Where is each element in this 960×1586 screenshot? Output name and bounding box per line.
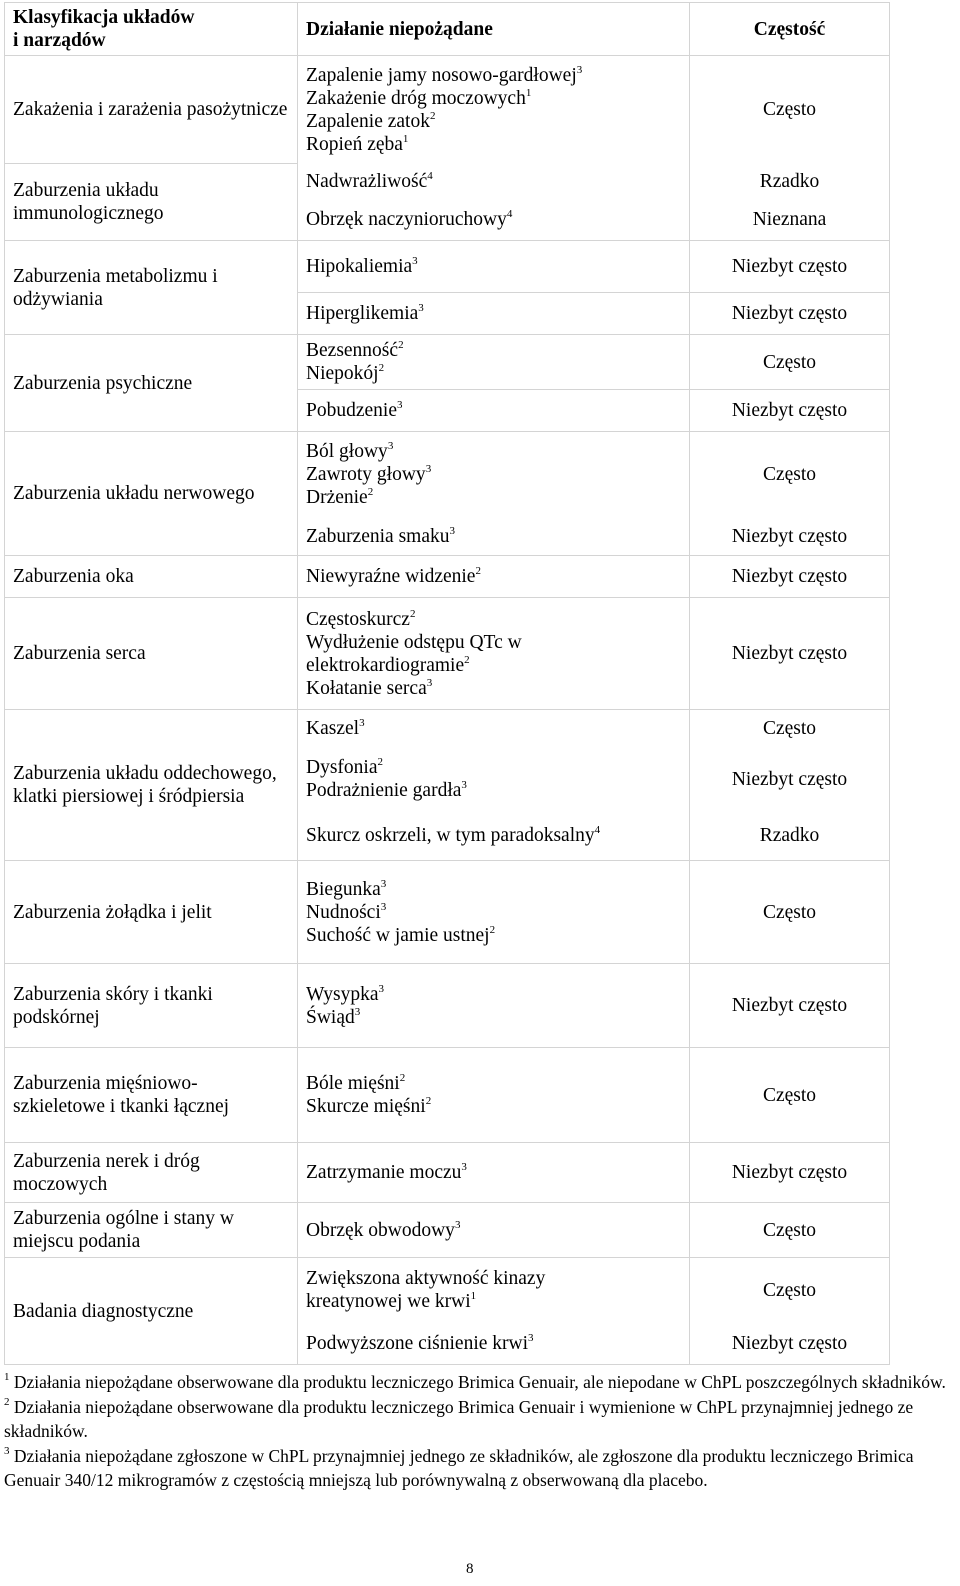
organ-class-cell: Zakażenia i zarażenia pasożytnicze bbox=[5, 56, 298, 164]
table-row bbox=[5, 241, 890, 293]
table-row bbox=[5, 432, 890, 518]
adverse-reaction-cell: Ból głowy$^3$ Zawroty głowy$^3$ Drżenie$^2$ bbox=[298, 432, 690, 518]
table-row bbox=[5, 1143, 890, 1203]
table-row bbox=[5, 164, 890, 199]
adverse-reaction-cell: Skurcz oskrzeli, w tym paradoksalny$^4$ bbox=[298, 811, 690, 861]
header-organ-class: Klasyfikacja układów i narządów bbox=[5, 3, 298, 56]
frequency-cell: Często bbox=[690, 432, 890, 518]
adverse-reaction-cell: Podwyższone ciśnienie krwi$^3$ bbox=[298, 1323, 690, 1365]
organ-class-cell: Zaburzenia mięśniowo-szkieletowe i tkanki łącznej bbox=[5, 1048, 298, 1143]
table-row bbox=[5, 598, 890, 710]
frequency-cell: Często bbox=[690, 861, 890, 964]
organ-class-cell: Zaburzenia psychiczne bbox=[5, 335, 298, 432]
footnote-3: $^3$ Działania niepożądane zgłoszone w ChPL przynajmniej jednego ze składników, ale zgłoszone dla produktu leczniczego Brimica Genuair 340/12 mikrogramów z częstością mniejszą lub porównywalną z obserwowaną dla placebo. bbox=[4, 1444, 914, 1490]
adverse-reaction-cell: Zaburzenia smaku$^3$ bbox=[298, 518, 690, 556]
organ-class-cell: Zaburzenia nerek i dróg moczowych bbox=[5, 1143, 298, 1203]
table-row bbox=[5, 1203, 890, 1258]
organ-class-cell: Zaburzenia ogólne i stany w miejscu podania bbox=[5, 1203, 298, 1258]
adverse-reaction-cell: Wysypka$^3$ Świąd$^3$ bbox=[298, 964, 690, 1048]
adverse-reaction-cell: Obrzęk naczynioruchowy$^4$ bbox=[298, 199, 690, 241]
page-number: 8 bbox=[466, 1561, 474, 1577]
header-frequency: Częstość bbox=[753, 18, 826, 40]
adverse-reactions-table bbox=[4, 2, 890, 1365]
organ-class-cell: Zaburzenia oka bbox=[5, 556, 298, 598]
adverse-reaction-cell: Hipokaliemia$^3$ bbox=[298, 241, 690, 293]
footnote-1: $^1$ Działania niepożądane obserwowane dla produktu leczniczego Brimica Genuair, ale niepodane w ChPL poszczególnych składników. bbox=[4, 1371, 946, 1392]
adverse-reaction-cell: Zwiększona aktywność kinazy kreatynowej we krwi$^1$ bbox=[298, 1258, 690, 1323]
adverse-reaction-cell: Częstoskurcz$^2$ Wydłużenie odstępu QTc w elektrokardiogramie$^2$ Kołatanie serca$^3$ bbox=[298, 598, 690, 710]
table-row bbox=[5, 1258, 890, 1323]
table-row bbox=[5, 556, 890, 598]
table-header-row bbox=[5, 3, 890, 56]
frequency-cell: Niezbyt często bbox=[690, 390, 890, 432]
table-row bbox=[5, 56, 890, 164]
frequency-cell: Często bbox=[690, 1258, 890, 1323]
frequency-cell: Rzadko bbox=[759, 170, 820, 192]
organ-class-cell: Badania diagnostyczne bbox=[5, 1258, 298, 1365]
organ-class-cell: Zaburzenia układu nerwowego bbox=[5, 432, 298, 556]
frequency-cell: Często bbox=[690, 335, 890, 390]
frequency-cell: Niezbyt często bbox=[690, 241, 890, 293]
table-row bbox=[5, 710, 890, 748]
organ-class-cell: Zaburzenia układu immunologicznego bbox=[5, 164, 298, 241]
adverse-reaction-cell: Zapalenie jamy nosowo-gardłowej$^3$ Zakażenie dróg moczowych$^1$ Zapalenie zatok$^2$ Ropień zęba$^1$ bbox=[298, 56, 690, 164]
table-row bbox=[5, 1048, 890, 1143]
footnote-2: $^2$ Działania niepożądane obserwowane dla produktu leczniczego Brimica Genuair i wymienione w ChPL przynajmniej jednego ze składników. bbox=[4, 1395, 914, 1441]
adverse-reaction-cell: Bezsenność$^2$ Niepokój$^2$ bbox=[298, 335, 690, 390]
adverse-reaction-cell: Zatrzymanie moczu$^3$ bbox=[298, 1143, 690, 1203]
frequency-cell: Niezbyt często bbox=[690, 556, 890, 598]
footnotes bbox=[4, 1370, 954, 1493]
table-row bbox=[5, 964, 890, 1048]
adverse-reaction-cell: Biegunka$^3$ Nudności$^3$ Suchość w jamie ustnej$^2$ bbox=[298, 861, 690, 964]
table-row bbox=[5, 861, 890, 964]
adverse-reaction-cell: Niewyraźne widzenie$^2$ bbox=[298, 556, 690, 598]
frequency-cell: Niezbyt często bbox=[690, 964, 890, 1048]
adverse-reaction-cell: Bóle mięśni$^2$ Skurcze mięśni$^2$ bbox=[298, 1048, 690, 1143]
adverse-reaction-cell: Obrzęk obwodowy$^3$ bbox=[298, 1203, 690, 1258]
organ-class-cell: Zaburzenia żołądka i jelit bbox=[5, 861, 298, 964]
table-row bbox=[5, 335, 890, 390]
frequency-cell: Nieznana bbox=[752, 208, 827, 230]
organ-class-cell: Zaburzenia skóry i tkanki podskórnej bbox=[5, 964, 298, 1048]
organ-class-cell: Zaburzenia metabolizmu i odżywiania bbox=[5, 241, 298, 335]
frequency-cell: Często bbox=[690, 56, 890, 164]
header-adverse-reaction: Działanie niepożądane bbox=[298, 3, 690, 56]
adverse-reaction-cell: Pobudzenie$^3$ bbox=[298, 390, 690, 432]
organ-class-cell: Zaburzenia układu oddechowego, klatki piersiowej i śródpiersia bbox=[5, 710, 298, 861]
frequency-cell: Niezbyt często bbox=[690, 1143, 890, 1203]
frequency-cell: Często bbox=[690, 1203, 890, 1258]
frequency-cell: Niezbyt często bbox=[690, 598, 890, 710]
adverse-reaction-cell: Nadwrażliwość$^4$ bbox=[298, 164, 690, 199]
frequency-cell: Często bbox=[690, 710, 890, 748]
frequency-cell: Niezbyt często bbox=[690, 293, 890, 335]
adverse-reaction-cell: Hiperglikemia$^3$ bbox=[298, 293, 690, 335]
organ-class-cell: Zaburzenia serca bbox=[5, 598, 298, 710]
frequency-cell: Często bbox=[690, 1048, 890, 1143]
frequency-cell: Rzadko bbox=[759, 824, 820, 846]
frequency-cell: Niezbyt często bbox=[731, 1332, 848, 1354]
frequency-cell: Niezbyt często bbox=[731, 525, 848, 547]
adverse-reaction-cell: Dysfonia$^2$ Podrażnienie gardła$^3$ bbox=[298, 748, 690, 811]
adverse-reaction-cell: Kaszel$^3$ bbox=[298, 710, 690, 748]
frequency-cell: Niezbyt często bbox=[731, 768, 848, 790]
